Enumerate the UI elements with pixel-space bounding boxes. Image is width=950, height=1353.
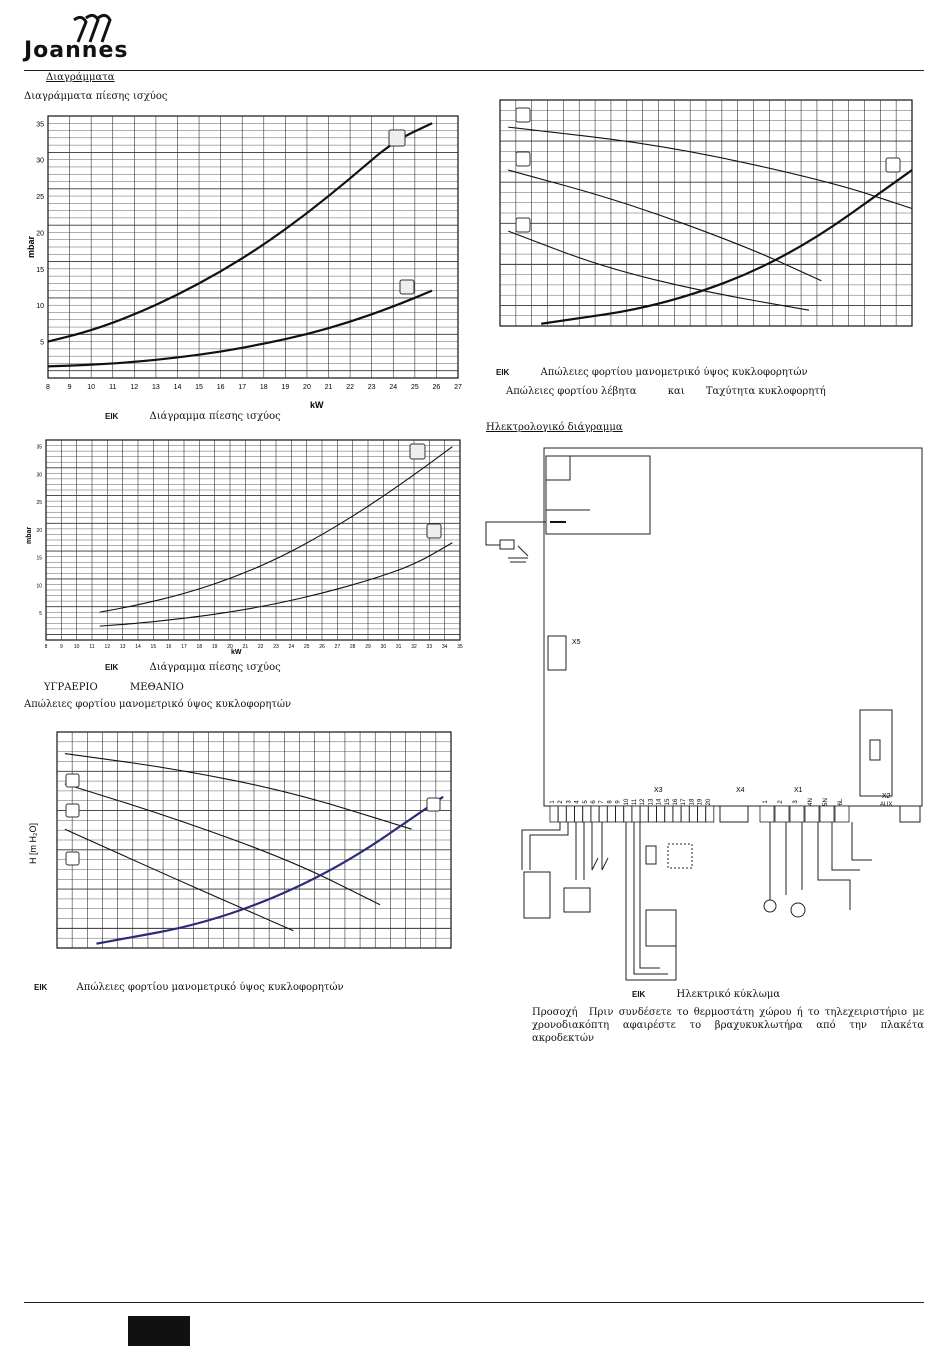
c3-series-4-line [96,797,443,944]
c2-xtick-label: 19 [211,644,218,650]
x5-connector [548,636,566,670]
x5-label: X5 [572,639,581,646]
c2-xtick-label: 28 [349,644,356,650]
c1-xtick-label: 16 [216,384,225,391]
x1-pin-label: 3 [793,800,799,804]
c3-curve-marker-4 [427,798,440,811]
x1-terminal [790,806,804,822]
c1-xtick-label: 12 [130,384,139,391]
warning-note [532,1006,924,1045]
x3-pin-label: 2 [558,800,565,804]
x3-terminal [575,806,583,822]
x3-terminal [689,806,697,822]
c1-xtick-label: 11 [109,384,117,391]
x3-terminal-strip [550,798,714,822]
c3-curve-marker-1 [66,774,79,787]
gas-label-lpg: ΥΓΡΑΕΡΙΟ [44,682,98,693]
c2-xtick-label: 33 [426,644,433,650]
display-inner [546,456,570,480]
x3-pin-label: 15 [664,798,671,806]
sub-heading: Διαγράμματα πίεσης ισχύος [24,91,168,102]
caption-fig-4 [496,367,808,378]
c1-ytick-label: 15 [36,266,44,274]
header-rule [24,70,924,71]
x3-pin-label: 3 [566,800,573,804]
x3-pin-label: 11 [632,798,638,806]
c1-curve-marker-2 [400,280,414,294]
x3-pin-label: 5 [582,800,589,804]
c1-xtick-label: 10 [87,384,96,391]
c2-xtick-label: 30 [380,644,387,650]
c1-xtick-label: 25 [410,384,419,391]
x3-pin-label: 7 [599,800,606,804]
c2-xtick-label: 24 [288,644,295,650]
c1-xtick-label: 8 [46,384,50,391]
aux-inner [870,740,880,760]
legend4-b: Ταχύτητα κυκλοφορητή [705,386,826,397]
caption4-fig: ΕΙΚ [496,368,510,377]
c1-ytick-label: 25 [36,194,44,202]
c2-xtick-label: 13 [119,644,126,650]
sensor-probe [508,546,528,562]
c4-curve-marker-3 [516,218,530,232]
c2-xtick-label: 25 [303,644,310,650]
aux-module [860,710,892,796]
c2-xtick-label: 32 [411,644,417,650]
valve-actuator [646,910,676,946]
caption3-fig: ΕΙΚ [34,983,48,992]
caption1-text: Διάγραμμα πίεσης ισχύος [149,411,281,422]
gas-label-methane: ΜΕΘΑΝΙΟ [130,682,184,693]
c1-xtick-label: 20 [303,384,311,391]
c2-xtick-label: 17 [181,644,187,650]
caption5-text: Ηλεκτρικό κύκλωμα [676,989,781,1000]
x3-terminal [648,806,656,822]
x3-terminal [607,806,615,822]
x4-label: X4 [736,787,745,794]
c2-curve-marker-1 [410,444,425,459]
logo [24,12,194,64]
wiring-diagram [480,440,926,1000]
section-heading: Διαγράμματα [46,72,115,83]
x3-pin-label: 20 [705,798,712,806]
c1-curve-marker-1 [389,130,405,146]
c1-ytick-label: 30 [36,157,44,165]
c2-xtick-label: 16 [165,644,172,650]
x3-terminal [599,806,607,822]
fan-symbol [791,903,805,917]
note-lead: Προσοχή [532,1007,578,1018]
caption2-text: Διάγραμμα πίεσης ισχύος [149,662,281,673]
pump-symbol [764,900,776,912]
c1-xtick-label: 17 [238,384,247,391]
caption-fig-5 [632,989,780,1000]
terminal-block-2 [564,888,590,912]
c1-xtick-label: 14 [173,384,182,391]
x1-pin-label: 2 [778,800,784,804]
x3-terminal [681,806,689,822]
c2-xtick-label: 14 [135,644,141,650]
x1-terminal [820,806,834,822]
c1-series-2-line [48,291,432,367]
c2-xtick-label: 23 [273,644,279,650]
c2-xtick-label: 29 [365,644,371,650]
c1-xtick-label: 22 [346,384,355,391]
c2-ytick-label: 10 [36,583,42,590]
c2-ytick-label: 15 [36,555,42,562]
x3-pin-label: 9 [615,800,622,804]
x3-pin-label: 6 [591,800,597,804]
x3-terminal [591,806,599,822]
c2-xtick-label: 9 [59,644,63,650]
c3-series-3-line [65,829,294,931]
x3-pin-label: 13 [648,798,655,806]
x3-pin-label: 12 [640,798,647,806]
caption1-fig: ΕΙΚ [105,412,119,421]
x3-pin-label: 8 [607,800,614,804]
x3-terminal [706,806,714,822]
c2-xtick-label: 15 [150,644,157,650]
c1-xtick-label: 19 [281,384,290,391]
caption-fig-3 [34,982,344,993]
x2-terminal-strip [900,806,920,822]
c4-series-4-line [541,170,912,324]
c4-curve-marker-1 [516,108,530,122]
x3-terminal [657,806,665,822]
c2-xtick-label: 22 [257,644,264,650]
caption-fig-2 [105,662,281,673]
x3-terminal [566,806,574,822]
x4-terminal-strip [720,806,748,822]
c2-xtick-label: 21 [242,644,249,650]
relay-box-2 [668,844,692,868]
x2-label: X2 [882,793,891,800]
x1-pin-label: 1 [763,800,769,804]
c1-xtick-label: 18 [259,384,268,391]
legend4-a: Απώλειες φορτίου λέβητα [506,386,637,397]
caption2-fig: ΕΙΚ [105,663,119,672]
x3-terminal [550,806,558,822]
c2-ytick-label: 35 [36,444,42,451]
c1-xtick-label: 15 [195,384,203,391]
c3-curve-marker-2 [66,804,79,817]
control-board [544,448,922,806]
x3-terminal [583,806,591,822]
c4-series-1-line [508,127,912,208]
x3-terminal [673,806,681,822]
losses-heading: Απώλειες φορτίου μανομετρικό ύψος κυκλοφορητών [24,699,292,710]
field-wiring [522,822,872,980]
c4-curve-marker-2 [516,152,530,166]
pump-head-chart-right [490,94,920,334]
x3-pin-label: 14 [656,798,663,806]
c2-xtick-label: 35 [457,644,463,650]
x1-terminal [775,806,789,822]
x3-pin-label: 19 [697,798,704,806]
x1-pin-label: 4N [808,798,814,806]
aux-label: AUX [880,802,893,808]
c1-xtick-label: 26 [432,384,441,391]
caption-fig-1 [105,411,281,422]
x1-pin-label: 5N [823,798,829,806]
c1-xtick-label: 9 [67,384,72,391]
relay-box [646,846,656,864]
c1-xtick-label: 23 [367,384,376,391]
c3-series-1-line [65,754,412,830]
chart1-xlabel: kW [310,400,324,410]
c1-xtick-label: 21 [324,384,333,391]
x3-pin-label: 1 [550,800,556,804]
legend-4 [506,386,826,397]
pressure-power-chart-2 [24,432,470,657]
x1-terminal [835,806,849,822]
x3-pin-label: 18 [689,798,696,806]
c2-curve-marker-2 [427,524,441,538]
c2-xtick-label: 18 [196,644,203,650]
c2-xtick-label: 10 [73,644,80,650]
x1-terminal [805,806,819,822]
page-number-box [128,1316,190,1346]
c2-xtick-label: 12 [104,644,111,650]
pump-head-chart-left [24,724,470,956]
x3-terminal [640,806,648,822]
sensor-wire [486,522,546,545]
x3-terminal [558,806,566,822]
x3-pin-label: 4 [574,800,581,804]
c2-ytick-label: 30 [36,472,42,479]
caption5-fig: ΕΙΚ [632,990,646,999]
c3-curve-marker-3 [66,852,79,865]
c2-xtick-label: 11 [89,644,95,650]
c2-ytick-label: 5 [39,611,42,618]
c2-xtick-label: 27 [334,644,341,650]
x3-pin-label: 16 [673,798,679,806]
x1-pin-label: 6L [838,798,844,806]
c1-ytick-label: 10 [36,303,44,311]
x3-label: X3 [654,787,663,794]
x1-label: X1 [794,787,803,794]
x3-pin-label: 10 [623,798,630,806]
x3-terminal [698,806,706,822]
chart2-xlabel: kW [231,649,242,656]
note-body: Πριν συνδέσετε το θερμοστάτη χώρου ή το τηλεχειριστήριο με χρονοδιακόπτη αφαιρέστε το βραχυκυκλωτήρα από την πλακέτα ακροδεκτών [532,1007,924,1044]
x3-pin-label: 17 [681,798,688,806]
chart3-ylabel: H [m H₂O] [28,823,38,864]
c2-xtick-label: 31 [395,644,402,650]
chart1-ylabel: mbar [26,235,36,258]
x3-terminal [665,806,673,822]
chart2-ylabel: mbar [26,526,33,544]
terminal-block-1 [524,872,550,918]
c1-ytick-label: 20 [36,230,44,238]
x3-terminal [624,806,632,822]
c2-ytick-label: 20 [36,527,42,534]
elec-heading: Ηλεκτρολογικό διάγραμμα [486,422,623,433]
c1-ytick-label: 35 [36,121,44,129]
c2-ytick-label: 25 [36,500,42,507]
logo-text: Joannes [24,38,129,63]
sensor [500,540,514,549]
x1-terminal-strip [760,798,849,822]
caption3-text: Απώλειες φορτίου μανομετρικό ύψος κυκλοφορητών [76,982,344,993]
c2-xtick-label: 20 [227,644,233,650]
caption4-text: Απώλειες φορτίου μανομετρικό ύψος κυκλοφορητών [540,367,808,378]
c2-xtick-label: 34 [441,644,448,650]
c3-series-2-line [65,784,380,905]
c4-curve-marker-4 [886,158,900,172]
x1-terminal [760,806,774,822]
c2-xtick-label: 26 [319,644,325,650]
pressure-power-chart-1 [24,108,470,413]
legend4-and: και [667,386,685,397]
x3-terminal [616,806,624,822]
c1-xtick-label: 13 [151,384,160,391]
x3-terminal [632,806,640,822]
c1-xtick-label: 27 [454,384,462,391]
c1-ytick-label: 5 [40,339,44,347]
c1-xtick-label: 24 [389,384,398,391]
c2-xtick-label: 8 [44,644,48,650]
footer-rule [24,1302,924,1303]
